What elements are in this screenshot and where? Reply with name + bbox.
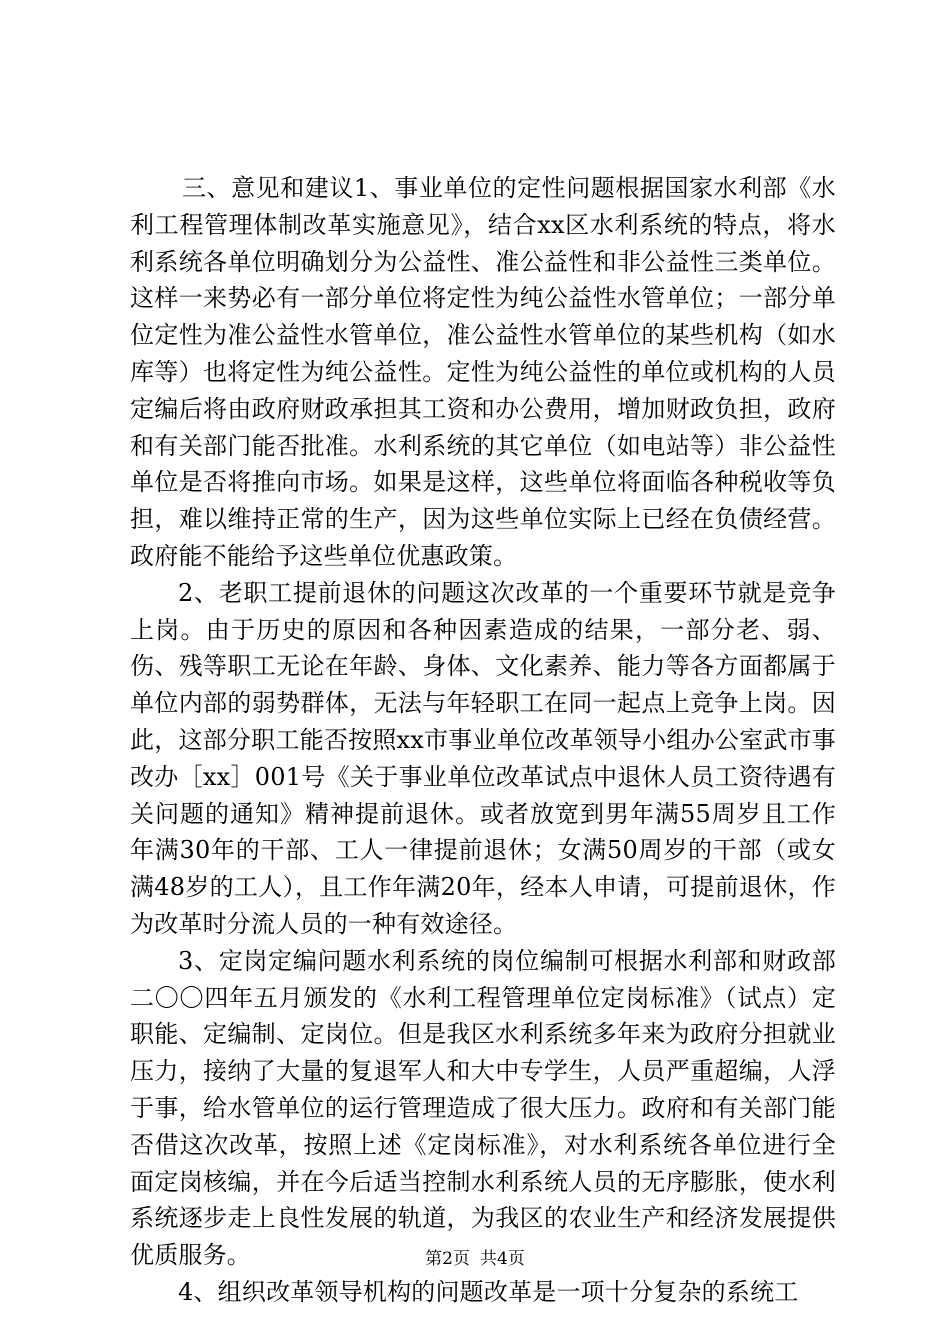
- paragraph-reform-leadership: 4、组织改革领导机构的问题改革是一项十分复杂的系统工: [178, 1277, 799, 1306]
- paragraph-opinions-suggestions: 三、意见和建议1、事业单位的定性问题根据国家水利部《水利工程管理体制改革实施意见》，结合xx区水利系统的特点，将水利系统各单位明确划分为公益性、准公益性和非公益性三类单位。这样一来势必有一部分单位将定性为纯公益性水管单位；一部分单位定性为准公益性水管单位，准公益性水管单位的某些机构（如水库等）也将定性为纯公益性。定性为纯公益性的单位或机构的人员定编后将由政府财政承担其工资和办公费用，增加财政负担，政府和有关部门能否批准。水利系统的其它单位（如电站等）非公益性单位是否将推向市场。如果是这样，这些单位将面临各种税收等负担，难以维持正常的生产，因为这些单位实际上已经在负债经营。政府能不能给予这些单位优惠政策。: [130, 174, 836, 570]
- paragraph-post-staffing: 3、定岗定编问题水利系统的岗位编制可根据水利部和财政部二〇〇四年五月颁发的《水利工程管理单位定岗标准》（试点）定职能、定编制、定岗位。但是我区水利系统多年来为政府分担就业压力，接纳了大量的复退军人和大中专学生，人员严重超编，人浮于事，给水管单位的运行管理造成了很大压力。政府和有关部门能否借这次改革，按照上述《定岗标准》，对水利系统各单位进行全面定岗核编，并在今后适当控制水利系统人员的无序膨胀，使水利系统逐步走上良性发展的轨道，为我区的农业生产和经济发展提供优质服务。: [130, 946, 836, 1270]
- document-body: [130, 170, 836, 1311]
- paragraph-early-retirement: 2、老职工提前退休的问题这次改革的一个重要环节就是竞争上岗。由于历史的原因和各种因素造成的结果，一部分老、弱、伤、残等职工无论在年龄、身体、文化素养、能力等各方面都属于单位内部的弱势群体，无法与年轻职工在同一起点上竞争上岗。因此，这部分职工能否按照xx市事业单位改革领导小组办公室武市事改办［xx］001号《关于事业单位改革试点中退休人员工资待遇有关问题的通知》精神提前退休。或者放宽到男年满55周岁且工作年满30年的干部、工人一律提前退休；女满50周岁的干部（或女满48岁的工人），且工作年满20年，经本人申请，可提前退休，作为改革时分流人员的一种有效途径。: [130, 578, 836, 938]
- page-number-total: 共4页: [480, 1249, 525, 1269]
- page-number-current: 第2页: [425, 1249, 470, 1269]
- page-footer: [0, 1244, 950, 1269]
